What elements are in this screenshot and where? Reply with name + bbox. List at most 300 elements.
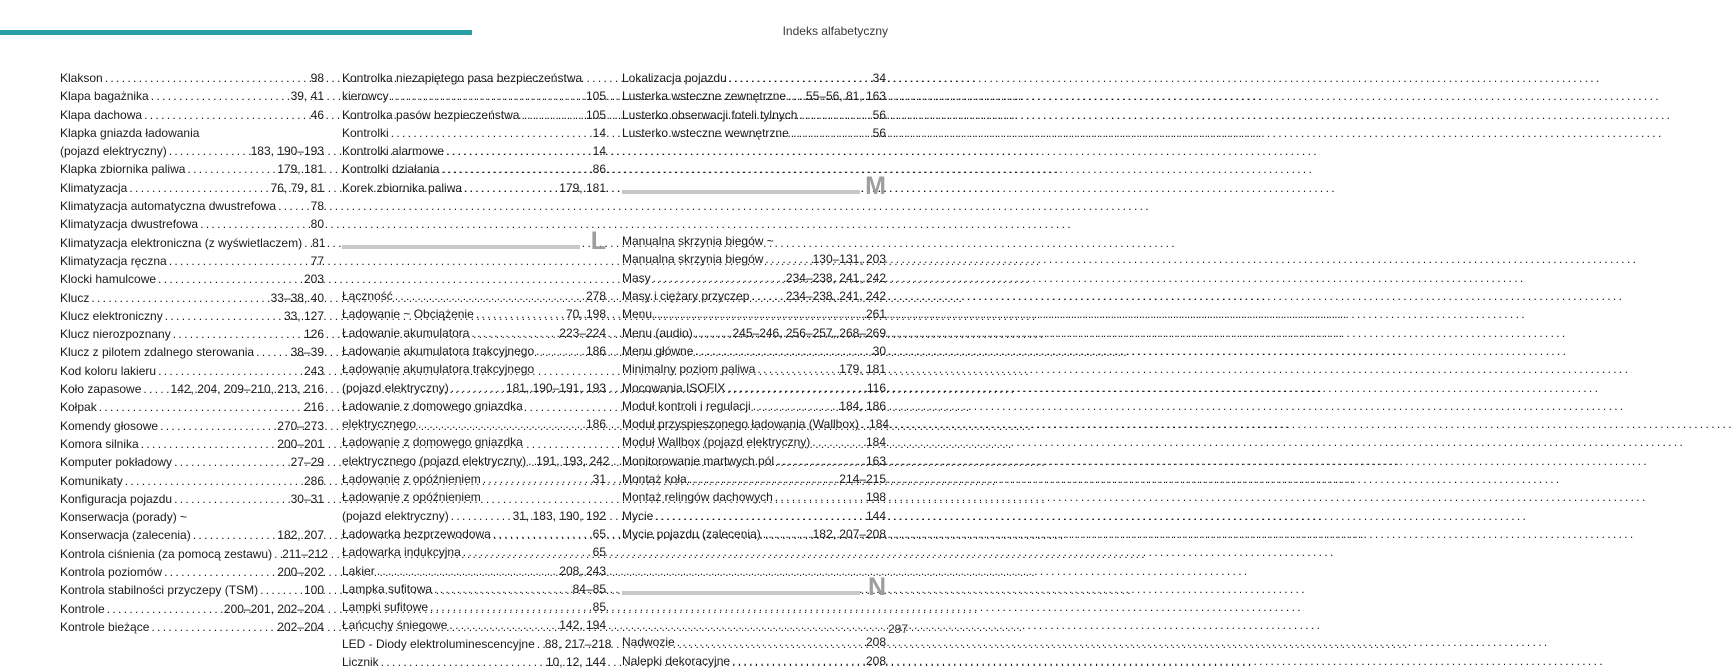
index-entry	[342, 580, 606, 598]
index-term: Łańcuchy śniegowe	[342, 618, 448, 633]
dot-leader	[169, 252, 309, 270]
page-reference: 85	[592, 600, 606, 615]
index-term: (pojazd elektryczny)	[342, 508, 449, 523]
dot-leader	[125, 472, 302, 490]
page-reference: 33–38, 40	[270, 290, 324, 305]
index-term: Lusterko wsteczne wewnętrzne	[622, 125, 789, 140]
page-reference: 184	[865, 435, 886, 450]
page-reference: 56	[872, 107, 886, 122]
dot-leader	[451, 379, 504, 397]
index-term: Montaż koła	[622, 472, 687, 487]
index-entry-line	[60, 106, 324, 124]
page-reference: 200–202	[277, 565, 324, 580]
index-term: elektrycznego	[342, 417, 417, 432]
dot-leader	[151, 618, 275, 636]
index-entry	[622, 324, 886, 342]
index-entry-line	[60, 600, 324, 618]
index-entry	[60, 490, 324, 508]
index-entry	[342, 616, 606, 634]
page-reference: 198	[865, 490, 886, 505]
page-reference: 223–224	[559, 325, 606, 340]
index-term: Kontrolka niezapiętego pasa bezpieczeństwa	[342, 71, 583, 85]
index-list	[342, 69, 606, 197]
index-entry-line	[60, 398, 324, 416]
page-reference: 46	[310, 107, 324, 122]
index-entry-line	[622, 124, 886, 142]
dot-leader	[751, 287, 784, 305]
index-entry	[342, 525, 606, 543]
index-term: kierowcy	[342, 89, 389, 104]
page-reference: 208	[865, 653, 886, 668]
index-entry	[622, 470, 886, 488]
index-column-1	[60, 69, 328, 636]
index-entry	[622, 124, 886, 142]
index-entry	[60, 289, 324, 307]
dot-leader	[654, 305, 864, 323]
dot-leader	[105, 69, 309, 87]
index-term: Łączność	[342, 289, 393, 304]
index-entry-line	[622, 232, 886, 250]
index-entry-line	[622, 106, 886, 124]
dot-leader	[377, 562, 558, 580]
dot-leader	[418, 415, 584, 433]
dot-leader	[99, 398, 302, 416]
dot-leader	[763, 525, 811, 543]
index-entry	[60, 307, 324, 325]
index-entry-line	[622, 87, 886, 105]
page-reference: 179, 181	[559, 180, 606, 195]
index-entry	[342, 160, 606, 178]
index-term: Klimatyzacja dwustrefowa	[60, 217, 199, 232]
index-entry-line	[622, 507, 886, 525]
index-entry-line	[342, 142, 606, 160]
page-reference: 182, 207	[277, 528, 324, 543]
dot-leader	[536, 342, 584, 360]
dot-leader	[395, 287, 584, 305]
index-term: Moduł przyspieszonego ładowania (Wallbox)	[622, 417, 860, 432]
dot-leader	[464, 179, 557, 197]
index-entry-line	[342, 342, 606, 360]
index-term: Klapka zbiornika paliwa	[60, 162, 186, 177]
index-term: Ładowanie z opóźnieniem	[342, 490, 481, 505]
index-term: Lusterko obserwacji foteli tylnych	[622, 107, 798, 122]
page-reference: 261	[865, 307, 886, 322]
index-entry-line	[60, 252, 324, 270]
dot-leader	[129, 179, 268, 197]
index-entry	[342, 324, 606, 342]
dot-leader	[304, 234, 310, 252]
dot-leader	[193, 526, 276, 544]
section-divider	[342, 245, 580, 249]
dot-leader	[775, 488, 864, 506]
index-entry-line	[60, 270, 324, 288]
dot-leader	[165, 307, 282, 325]
index-entry-line	[60, 160, 324, 178]
index-term: (pojazd elektryczny)	[60, 144, 167, 159]
dot-leader	[144, 106, 309, 124]
index-entry-line	[60, 87, 324, 105]
section-letter: L	[590, 227, 606, 256]
index-entry-line	[60, 234, 324, 252]
index-entry-line	[342, 616, 606, 634]
index-term: Mocowania ISOFIX	[622, 380, 726, 395]
index-entry	[622, 232, 886, 269]
index-entry-line	[622, 525, 886, 543]
page-reference: 286	[303, 473, 324, 488]
index-entry	[60, 160, 324, 178]
index-entry-line	[622, 305, 886, 323]
page-reference: 278	[585, 289, 606, 304]
index-entry	[342, 433, 610, 470]
index-entry-line	[342, 160, 606, 178]
index-entry-line	[342, 452, 610, 470]
dot-leader	[757, 360, 837, 378]
index-term: Masy	[622, 270, 651, 285]
index-entry-line	[622, 69, 886, 87]
index-entry	[60, 581, 324, 599]
page-reference: 191, 193, 242	[536, 453, 610, 468]
section-divider	[622, 190, 860, 194]
index-term: Korek zbiornika paliwa	[342, 180, 463, 195]
page-reference: 65	[592, 526, 606, 541]
dot-leader	[151, 87, 289, 105]
index-term: Konserwacja (zalecenia)	[60, 528, 191, 543]
page-reference: 270–273	[277, 418, 324, 433]
dot-leader	[173, 325, 302, 343]
index-entry	[342, 488, 606, 525]
index-entry	[342, 598, 606, 616]
index-term: Ładowanie z opóźnieniem	[342, 472, 481, 487]
index-term: Kontrola ciśnienia (za pomocą zestawu)	[60, 546, 273, 561]
index-term: elektrycznego (pojazd elektryczny)	[342, 453, 527, 468]
index-entry	[60, 106, 324, 124]
index-entry	[342, 653, 606, 671]
dot-leader	[471, 324, 557, 342]
index-entry	[342, 562, 606, 580]
index-entry	[60, 435, 324, 453]
index-entry-line	[60, 343, 324, 361]
dot-leader	[381, 653, 544, 671]
dot-leader	[391, 87, 584, 105]
page-reference: 31	[592, 472, 606, 487]
page-reference: 105	[585, 89, 606, 104]
page-reference: 105	[585, 107, 606, 122]
index-term: Menu główne	[622, 343, 694, 358]
page-reference: 80	[310, 217, 324, 232]
page-reference: 211–212	[282, 546, 328, 561]
dot-leader	[493, 525, 591, 543]
dot-leader	[391, 124, 591, 142]
dot-leader	[695, 324, 731, 342]
index-entry-line	[60, 508, 324, 526]
dot-leader	[91, 289, 268, 307]
page-reference: 14	[592, 144, 606, 159]
index-term: Ładowanie akumulatora	[342, 325, 470, 340]
index-term: Montaż relingów dachowych	[622, 490, 773, 505]
index-entry	[342, 287, 606, 305]
index-entry-line	[342, 635, 612, 653]
dot-leader	[776, 452, 864, 470]
index-entry	[60, 197, 324, 215]
index-entry	[60, 270, 324, 288]
dot-leader	[446, 142, 591, 160]
index-entry-line	[60, 435, 324, 453]
index-entry	[622, 305, 886, 323]
index-term: Klimatyzacja automatyczna dwustrefowa	[60, 199, 277, 214]
page-reference: 234–238, 241, 242	[785, 289, 886, 304]
page-reference: 179, 181	[839, 362, 886, 377]
index-entry	[622, 379, 886, 397]
index-term: Konserwacja (porady) ~	[60, 510, 188, 525]
dot-leader	[174, 453, 289, 471]
index-term: Klucz z pilotem zdalnego sterowania	[60, 345, 255, 360]
index-entry	[342, 305, 606, 323]
index-entry-line	[342, 106, 606, 124]
index-term: Nadwozie	[622, 635, 675, 650]
index-entry	[60, 252, 324, 270]
page-reference: 144	[865, 508, 886, 523]
page-reference: 130–131, 203	[812, 252, 886, 267]
index-entry-line	[60, 490, 324, 508]
page-reference: 203	[303, 272, 324, 287]
index-entry	[60, 87, 324, 105]
index-entry-line	[622, 287, 886, 305]
page-reference: 184, 186	[839, 398, 886, 413]
dot-leader	[463, 543, 591, 561]
index-term: Menu (audio)	[622, 325, 693, 340]
index-entry	[622, 69, 886, 87]
page-reference: 214–215	[839, 472, 886, 487]
index-entry-line	[622, 269, 886, 287]
dot-leader	[689, 470, 838, 488]
index-term: Komunikaty	[60, 473, 123, 488]
index-entry	[60, 545, 328, 563]
index-entry-line	[60, 362, 324, 380]
index-term: Ładowanie z domowego gniazdka	[342, 435, 523, 450]
index-entry-line	[60, 545, 328, 563]
index-entry	[60, 453, 324, 471]
index-term: Monitorowanie martwych pól	[622, 453, 775, 468]
index-entry	[622, 525, 886, 543]
page-reference: 186	[585, 417, 606, 432]
page-reference: 181, 190–191, 193	[505, 380, 606, 395]
page-reference: 116	[866, 380, 886, 395]
index-entry-line	[622, 433, 886, 451]
page-reference: 100	[303, 583, 324, 598]
index-term: Licznik	[342, 655, 379, 670]
index-entry-line	[60, 69, 324, 87]
dot-leader	[174, 490, 289, 508]
index-entry	[342, 635, 612, 653]
dot-leader	[256, 343, 289, 361]
index-list	[342, 287, 612, 671]
index-entry	[622, 269, 886, 287]
index-entry	[622, 106, 886, 124]
section-letter: N	[867, 573, 886, 602]
page-reference: 70, 198	[565, 307, 606, 322]
dot-leader	[441, 160, 590, 178]
dot-leader	[200, 215, 309, 233]
index-entry-line	[342, 580, 606, 598]
index-entry-line	[622, 397, 886, 415]
dot-leader	[727, 379, 864, 397]
dot-leader	[107, 600, 222, 618]
page-reference: 86	[592, 162, 606, 177]
dot-leader	[476, 305, 564, 323]
index-entry-line	[60, 453, 324, 471]
dot-leader	[141, 435, 276, 453]
dot-leader	[158, 362, 302, 380]
index-entry-line	[622, 324, 886, 342]
index-term: Lampki sufitowe	[342, 600, 429, 615]
index-entry	[342, 470, 606, 488]
index-entry	[60, 234, 324, 252]
index-entry-line	[60, 581, 324, 599]
index-term: Konfiguracja pojazdu	[60, 491, 173, 506]
index-term: Koło zapasowe	[60, 382, 142, 397]
page-reference: 183, 190–193	[250, 144, 324, 159]
index-entry	[342, 69, 606, 106]
dot-leader	[653, 269, 784, 287]
page-reference: 184	[869, 417, 890, 432]
index-entry	[60, 124, 324, 161]
index-entry-line	[622, 488, 886, 506]
dot-leader	[753, 397, 838, 415]
index-entry	[60, 69, 324, 87]
index-entry-line	[622, 360, 886, 378]
index-entry-line	[60, 197, 324, 215]
index-entry	[60, 362, 324, 380]
index-entry-line	[60, 472, 324, 490]
index-entry-line	[60, 618, 324, 636]
page-reference: 202–204	[277, 619, 324, 634]
page-reference: 31, 183, 190, 192	[512, 508, 606, 523]
index-term: Komora silnika	[60, 436, 139, 451]
dot-leader	[483, 470, 591, 488]
index-entry-line	[342, 470, 606, 488]
index-term: Kontrolka pasów bezpieczeństwa	[342, 107, 520, 122]
index-term: Kontrolki działania	[342, 162, 440, 177]
index-entry-line	[342, 287, 606, 305]
index-entry-line	[622, 250, 886, 268]
index-entry	[622, 397, 886, 415]
index-term: Ładowarka bezprzewodowa	[342, 526, 491, 541]
page-reference: 14	[592, 125, 606, 140]
index-list	[60, 69, 328, 636]
index-term: Ładowarka indukcyjna	[342, 545, 461, 560]
index-entry	[60, 398, 324, 416]
index-entry	[60, 600, 324, 618]
index-entry-line	[342, 124, 606, 142]
page-reference: 163	[865, 453, 886, 468]
page-header-title: Indeks alfabetyczny	[782, 24, 888, 38]
dot-leader	[732, 652, 864, 670]
index-entry	[60, 417, 324, 435]
index-entry	[342, 124, 606, 142]
page-reference: 30–31	[290, 491, 324, 506]
index-term: (pojazd elektryczny)	[342, 380, 449, 395]
index-entry-line	[342, 69, 606, 87]
index-entry	[622, 488, 886, 506]
page-reference: 126	[303, 327, 324, 342]
page-reference: 200–201	[277, 436, 324, 451]
index-entry	[622, 360, 886, 378]
page-reference: 142, 194	[559, 618, 606, 633]
dot-leader	[812, 433, 864, 451]
index-entry	[60, 380, 324, 398]
index-term: Mycie	[622, 508, 654, 523]
page-reference: 56	[872, 125, 886, 140]
page-reference: 216	[303, 400, 324, 415]
dot-leader	[449, 616, 557, 634]
index-entry	[622, 87, 886, 105]
page-number: 297	[887, 622, 908, 636]
index-term: Klucz nierozpoznany	[60, 327, 171, 342]
page-reference: 98	[310, 71, 324, 85]
index-term: Kontrole bieżące	[60, 619, 150, 634]
index-term: Kontrolki alarmowe	[342, 144, 445, 159]
index-term: Lokalizacja pojazdu	[622, 71, 727, 85]
dot-leader	[274, 545, 280, 563]
dot-leader	[158, 270, 302, 288]
index-term: Komputer pokładowy	[60, 455, 173, 470]
index-term: Kontrola stabilności przyczepy (TSM)	[60, 583, 259, 598]
index-term: Masy i ciężary przyczep	[622, 289, 750, 304]
page-reference: 30	[872, 343, 886, 358]
index-entry	[60, 215, 324, 233]
page-reference: 88, 217–218	[544, 636, 612, 651]
index-term: Klimatyzacja elektroniczna (z wyświetlaczem)	[60, 235, 303, 250]
index-entry-line	[60, 563, 324, 581]
index-term: Ładowanie akumulatora trakcyjnego	[342, 343, 535, 358]
section-header-n	[622, 569, 886, 625]
index-entry	[622, 507, 886, 525]
index-list	[622, 69, 886, 142]
section-letter: M	[865, 172, 886, 201]
dot-leader	[260, 581, 302, 599]
page-reference: 81	[312, 235, 326, 250]
index-entry-line	[60, 325, 324, 343]
index-list	[622, 633, 886, 670]
page-reference: 38–39	[290, 345, 324, 360]
index-entry-line	[60, 124, 324, 142]
index-entry	[342, 106, 606, 124]
index-entry	[60, 618, 324, 636]
index-entry	[342, 360, 606, 397]
index-term: LED - Diody elektroluminescencyjne	[342, 636, 535, 651]
index-entry-line	[342, 360, 606, 378]
index-entry-line	[342, 397, 606, 415]
index-entry-line	[622, 415, 890, 433]
index-entry-line	[342, 653, 606, 671]
index-term: Kod koloru lakieru	[60, 363, 157, 378]
index-term: Menu	[622, 307, 653, 322]
dot-leader	[430, 598, 591, 616]
section-header-l	[342, 223, 606, 279]
index-term: Klapa bagażnika	[60, 89, 149, 104]
dot-leader	[451, 507, 511, 525]
dot-leader	[655, 507, 864, 525]
index-term: Manualna skrzynia biegów	[622, 252, 764, 267]
index-column-3	[622, 69, 890, 670]
dot-leader	[521, 106, 584, 124]
dot-leader	[164, 563, 275, 581]
index-entry-line	[60, 142, 324, 160]
index-entry	[622, 433, 886, 451]
index-entry-line	[60, 417, 324, 435]
dot-leader	[434, 580, 571, 598]
index-entry-line	[342, 433, 606, 451]
